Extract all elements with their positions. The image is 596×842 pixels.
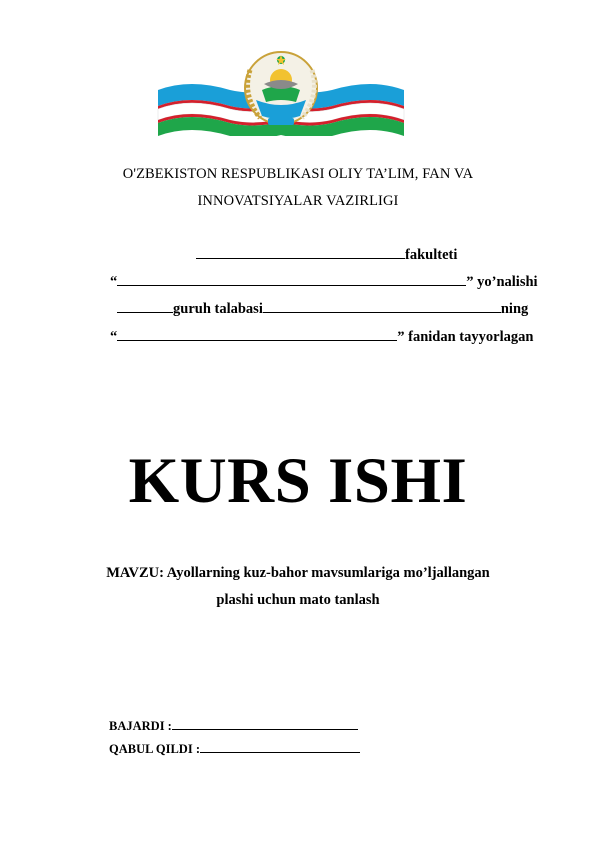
- faculty-suffix: fakulteti: [405, 247, 458, 263]
- faculty-line: [196, 246, 457, 264]
- topic-line2: plashi uchun mato tanlash: [216, 592, 380, 608]
- document-title: KURS ISHI: [128, 445, 468, 517]
- direction-line: [110, 273, 538, 291]
- ministry-heading-line1: O'ZBEKISTON RESPUBLIKASI OLIY TA’LIM, FAN VA: [122, 166, 474, 182]
- student-name-blank: [263, 300, 501, 313]
- direction-blank: [117, 273, 466, 286]
- accepted-by-label: QABUL QILDI :: [109, 742, 200, 756]
- accepted-by-blank: [200, 742, 360, 753]
- done-by-line: [109, 719, 358, 734]
- topic-line1: MAVZU: Ayollarning kuz-bahor mavsumlariga mo’ljallangan: [106, 565, 490, 581]
- group-blank: [117, 300, 173, 313]
- done-by-blank: [172, 719, 358, 730]
- ning-suffix: ning: [500, 301, 529, 317]
- state-emblem-icon: [150, 50, 412, 136]
- subject-open-quote: “: [110, 329, 118, 345]
- direction-open-quote: “: [110, 274, 118, 290]
- direction-suffix: ” yo’nalishi: [466, 274, 538, 290]
- subject-line: [110, 328, 533, 346]
- accepted-by-line: [109, 742, 360, 757]
- state-emblem-banner: [150, 50, 412, 136]
- group-text: guruh talabasi: [173, 301, 263, 317]
- coat-of-arms: [245, 52, 317, 125]
- faculty-blank: [196, 246, 405, 259]
- group-line: [117, 300, 528, 318]
- subject-blank: [117, 328, 397, 341]
- ministry-heading-line2: INNOVATSIYALAR VAZIRLIGI: [197, 193, 399, 209]
- done-by-label: BAJARDI :: [109, 719, 172, 733]
- subject-suffix: ” fanidan tayyorlagan: [397, 329, 534, 345]
